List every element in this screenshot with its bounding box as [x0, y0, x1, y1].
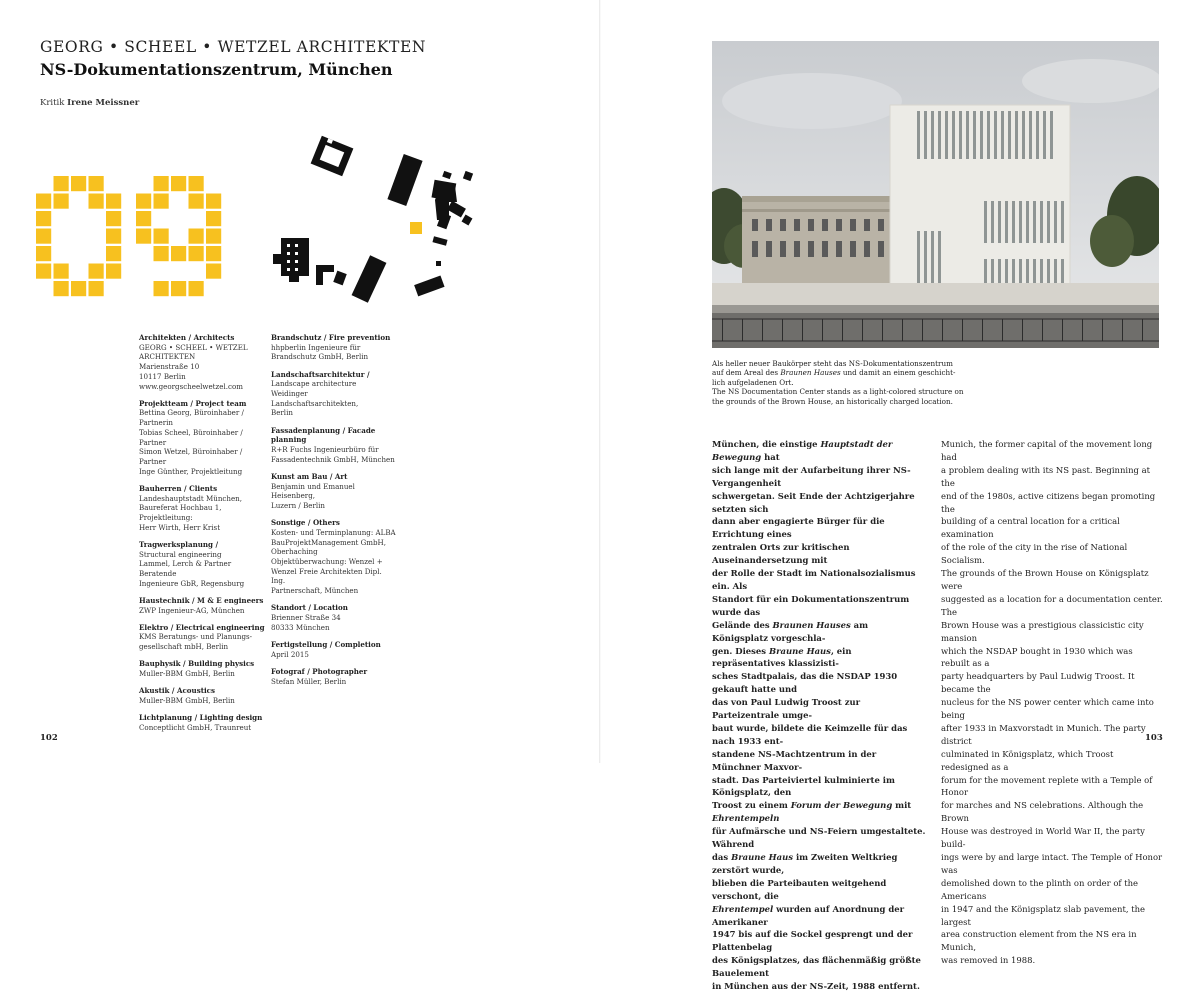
page-number-left: 102: [40, 733, 58, 743]
credit-block: [139, 686, 269, 705]
number-tile: [106, 246, 121, 261]
credit-heading: Akustik / Acoustics: [139, 686, 215, 696]
number-tile: [89, 264, 104, 279]
credit-block: [139, 484, 269, 533]
number-tile: [189, 281, 204, 296]
credit-heading: Projektteam / Project team: [139, 398, 247, 408]
number-tile: [71, 281, 86, 296]
number-tile: [106, 264, 121, 279]
credit-block: [271, 472, 396, 511]
body-line: suggested as a location for a documentation center. The: [941, 593, 1163, 617]
body-line: in 1947 and the Königsplatz slab pavement, the largest: [941, 903, 1146, 927]
body-line: das Braune Haus im Zweiten Weltkrieg zerstört wurde,: [712, 852, 898, 875]
credit-line: Brandschutz GmbH, Berlin: [271, 352, 369, 362]
number-tile: [189, 246, 204, 261]
body-line: after 1933 in Maxvorstadt in Munich. The party district: [941, 722, 1146, 746]
body-line: stadt. Das Parteiviertel kulminierte im Königsplatz, den: [712, 774, 895, 798]
number-tile: [136, 211, 151, 226]
credit-line: ZWP Ingenieur-AG, München: [139, 605, 245, 615]
credit-line: Tobias Scheel, Büroinhaber / Partner: [139, 427, 243, 447]
credit-line: hhpberlin Ingenieure für: [271, 342, 361, 352]
credit-heading: Bauphysik / Building physics: [139, 659, 255, 669]
credit-line: 10117 Berlin: [139, 371, 186, 381]
credit-heading: Kunst am Bau / Art: [271, 471, 348, 481]
number-tile: [36, 264, 51, 279]
number-tile: [106, 229, 121, 244]
number-tile: [206, 264, 221, 279]
credit-heading: Haustechnik / M & E engineers: [139, 595, 264, 605]
number-tile: [89, 281, 104, 296]
body-line: The grounds of the Brown House on Königsplatz were: [941, 568, 1149, 591]
credit-block: [271, 518, 396, 596]
body-text-english: [941, 438, 1163, 967]
body-line: forum for the movement replete with a Temple of Honor: [941, 774, 1153, 798]
chapter-number-graphic: [36, 176, 226, 302]
body-line: München, die einstige Hauptstadt der Bewegung hat: [712, 439, 893, 462]
body-line: sches Stadtpalais, das die NSDAP 1930 gekauft hatte und: [712, 671, 898, 695]
credit-line: R+R Fuchs Ingenieurbüro für: [271, 445, 379, 455]
body-line: Ehrentempel wurden auf Anordnung der Amerikaner: [712, 903, 905, 927]
number-tile: [89, 176, 104, 191]
credit-line: Wenzel Freie Architekten Dipl. Ing.: [271, 566, 382, 586]
credit-line: Simon Wetzel, Büroinhaber / Partner: [139, 447, 243, 466]
body-line: ings were by and large intact. The Temple of Honor was: [941, 852, 1163, 875]
body-line: area construction element from the NS era in Munich,: [941, 929, 1137, 953]
body-line: for marches and NS celebrations. Although the Brown: [941, 800, 1144, 824]
number-tile: [154, 229, 169, 244]
body-line: end of the 1980s, active citizens began promoting the: [941, 490, 1156, 514]
body-line: Troost zu einem Forum der Bewegung mit Ehrentempeln: [712, 800, 912, 824]
number-tile: [136, 229, 151, 244]
body-line: des Königsplatzes, das flächenmäßig größte Bauelement: [712, 955, 921, 979]
credit-line: Benjamin und Emanuel Heisenberg,: [271, 481, 355, 501]
caption-line: Als heller neuer Baukörper steht das NS-Dokumentationszentrum: [712, 359, 953, 368]
credit-line: Fassadentechnik GmbH, München: [271, 454, 395, 464]
body-text-german: [712, 438, 927, 993]
caption-line: the grounds of the Brown House, an historically charged location.: [712, 396, 953, 406]
body-line: zentralen Orts zur kritischen Auseinandersetzung mit: [712, 542, 850, 566]
number-tile: [206, 229, 221, 244]
credit-block: [139, 713, 269, 732]
caption-line: The NS Documentation Center stands as a light-colored structure on: [712, 387, 964, 397]
credit-line: Oberhaching: [271, 547, 318, 557]
number-tile: [54, 264, 69, 279]
credits-column-left: [139, 333, 269, 740]
photo-caption: [712, 359, 972, 406]
body-line: of the role of the city in the rise of National Socialism.: [941, 542, 1128, 566]
credit-heading: Lichtplanung / Lighting design: [139, 713, 263, 723]
number-tile: [206, 211, 221, 226]
number-tile: [171, 246, 186, 261]
credit-line: gesellschaft mbH, Berlin: [139, 642, 229, 652]
credit-line: April 2015: [271, 649, 309, 659]
credit-line: Objektüberwachung: Wenzel +: [271, 557, 383, 567]
credit-heading: Brandschutz / Fire prevention: [271, 333, 391, 342]
credit-heading: Standort / Location: [271, 603, 348, 613]
caption-line: lich aufgeladenen Ort.: [712, 377, 794, 387]
number-tile: [36, 246, 51, 261]
credit-line: Ingenieure GbR, Regensburg: [139, 578, 245, 588]
credit-line: Luzern / Berlin: [271, 501, 325, 511]
body-line: party headquarters by Paul Ludwig Troost. It became the: [941, 671, 1135, 695]
body-line: House was destroyed in World War II, the party build-: [941, 826, 1145, 850]
number-tile: [189, 229, 204, 244]
credit-line: Baureferat Hochbau 1, Projektleitung:: [139, 503, 222, 522]
credit-heading: Fotograf / Photographer: [271, 666, 368, 676]
credit-block: [139, 399, 269, 477]
number-tile: [171, 176, 186, 191]
number-tile: [54, 176, 69, 191]
number-tile: [106, 211, 121, 226]
credit-line: Bettina Georg, Büroinhaber / Partnerin: [139, 408, 244, 428]
site-highlight: [410, 222, 422, 234]
body-line: Standort für ein Dokumentationszentrum wurde das: [712, 593, 910, 617]
credit-line: Structural engineering: [139, 549, 222, 559]
body-line: a problem dealing with its NS past. Beginning at the: [941, 464, 1151, 488]
credit-block: [271, 333, 396, 362]
body-line: baut wurde, bildete die Keimzelle für das nach 1933 ent-: [712, 722, 908, 746]
credit-heading: Architekten / Architects: [139, 333, 235, 342]
credit-line: Muller-BBM GmbH, Berlin: [139, 669, 235, 679]
credit-line: Kosten- und Terminplanung: ALBA: [271, 527, 396, 537]
credit-heading: Sonstige / Others: [271, 518, 340, 528]
credit-line: Brienner Straße 34: [271, 613, 341, 623]
number-tile: [171, 281, 186, 296]
body-line: der Rolle der Stadt im Nationalsozialismus ein. Als: [712, 568, 916, 591]
project-title: NS-Dokumentationszentrum, München: [40, 60, 393, 79]
number-tile: [154, 194, 169, 209]
body-line: building of a central location for a critical examination: [941, 516, 1120, 540]
credit-line: Herr Wirth, Herr Krist: [139, 522, 221, 532]
number-tile: [154, 246, 169, 261]
credits-column-right: [271, 333, 396, 694]
credit-heading: Fassadenplanung / Facade planning: [271, 425, 376, 445]
credit-line: www.georgscheelwetzel.com: [139, 381, 243, 391]
number-tile: [154, 176, 169, 191]
critic-name: Irene Meissner: [67, 98, 140, 108]
number-tile: [54, 281, 69, 296]
credit-block: [139, 596, 269, 615]
credit-heading: Landschaftsarchitektur /: [271, 369, 370, 379]
body-line: culminated in Königsplatz, which Troost redesigned as a: [941, 748, 1114, 772]
number-tile: [206, 194, 221, 209]
credit-line: Lammel, Lerch & Partner Beratende: [139, 559, 232, 578]
credit-block: [271, 667, 396, 686]
credit-block: [139, 540, 269, 589]
credit-line: Weidinger Landschaftsarchitekten,: [271, 389, 359, 408]
site-plan-graphic: [262, 120, 512, 310]
credit-heading: Bauherren / Clients: [139, 483, 218, 493]
credit-block: [271, 603, 396, 632]
credit-block: [139, 659, 269, 678]
body-line: blieben die Parteibauten weitgehend verschont, die: [712, 877, 887, 901]
critic-line: [40, 98, 139, 108]
credit-heading: Elektro / Electrical engineering: [139, 622, 265, 632]
credit-block: [271, 426, 396, 465]
number-tile: [36, 229, 51, 244]
body-line: 1947 bis auf die Sockel gesprengt und der Plattenbelag: [712, 929, 913, 953]
body-line: was removed in 1988.: [941, 955, 1036, 966]
page-gutter: [599, 0, 601, 763]
credit-block: [271, 370, 396, 419]
body-line: dann aber engagierte Bürger für die Errichtung eines: [712, 516, 885, 540]
credit-line: Marienstraße 10: [139, 362, 200, 372]
credit-line: Inge Günther, Projektleitung: [139, 466, 243, 476]
number-tile: [136, 194, 151, 209]
caption-german: [712, 359, 972, 387]
critic-label: Kritik: [40, 98, 65, 108]
credit-line: Partnerschaft, München: [271, 586, 359, 596]
body-line: which the NSDAP bought in 1930 which was rebuilt as a: [941, 645, 1133, 669]
number-tile: [154, 281, 169, 296]
body-line: gen. Dieses Braune Haus, ein repräsentatives klassizisti-: [712, 645, 852, 669]
body-line: Gelände des Braunen Hauses am Königsplatz vorgeschla-: [712, 619, 869, 643]
credit-line: KMS Beratungs- und Planungs-: [139, 632, 253, 642]
credit-block: [139, 623, 269, 652]
architect-firm-title: GEORG • SCHEEL • WETZEL ARCHITEKTEN: [40, 38, 427, 56]
number-tile: [89, 194, 104, 209]
credit-line: BauProjektManagement GmbH,: [271, 537, 386, 547]
credit-line: Conceptlicht GmbH, Traunreut: [139, 722, 252, 732]
body-line: sich lange mit der Aufarbeitung ihrer NS-Vergangenheit: [712, 464, 911, 488]
body-line: schwergetan. Seit Ende der Achtzigerjahre setzten sich: [712, 490, 915, 514]
credit-line: Berlin: [271, 408, 293, 418]
body-line: Munich, the former capital of the movement long had: [941, 439, 1153, 462]
number-tile: [36, 194, 51, 209]
number-tile: [189, 194, 204, 209]
credit-line: Landscape architecture: [271, 379, 357, 389]
credit-line: Landeshauptstadt München,: [139, 493, 242, 503]
body-line: das von Paul Ludwig Troost zur Parteizentrale umge-: [712, 697, 861, 721]
page-number-right: 103: [1145, 733, 1163, 743]
number-tile: [189, 176, 204, 191]
credit-line: Stefan Müller, Berlin: [271, 676, 347, 686]
body-line: nucleus for the NS power center which came into being: [941, 697, 1154, 721]
body-line: demolished down to the plinth on order of the Americans: [941, 877, 1139, 901]
number-tile: [106, 194, 121, 209]
credit-block: [271, 640, 396, 659]
body-line: in München aus der NS-Zeit, 1988 entfernt.: [712, 981, 920, 992]
number-tile: [36, 211, 51, 226]
number-tile: [54, 194, 69, 209]
credit-line: ARCHITEKTEN: [139, 352, 196, 362]
body-line: für Aufmärsche und NS-Feiern umgestaltete. Während: [712, 826, 926, 850]
number-tile: [71, 176, 86, 191]
body-line: Brown House was a prestigious classicistic city mansion: [941, 619, 1144, 643]
credit-line: 80333 München: [271, 622, 330, 632]
credit-heading: Tragwerksplanung /: [139, 539, 219, 549]
credit-heading: Fertigstellung / Completion: [271, 639, 381, 649]
building-photo: [712, 41, 1159, 348]
caption-english: [712, 387, 972, 406]
credit-line: Muller-BBM GmbH, Berlin: [139, 696, 235, 705]
caption-line: auf dem Areal des Braunen Hauses und damit an einem geschicht-: [712, 368, 956, 378]
body-line: standene NS-Machtzentrum in der Münchner Maxvor-: [712, 748, 877, 772]
chapter-number-09: [36, 176, 221, 296]
credit-block: [139, 333, 269, 391]
credit-line: GEORG • SCHEEL • WETZEL: [139, 342, 248, 352]
number-tile: [206, 246, 221, 261]
